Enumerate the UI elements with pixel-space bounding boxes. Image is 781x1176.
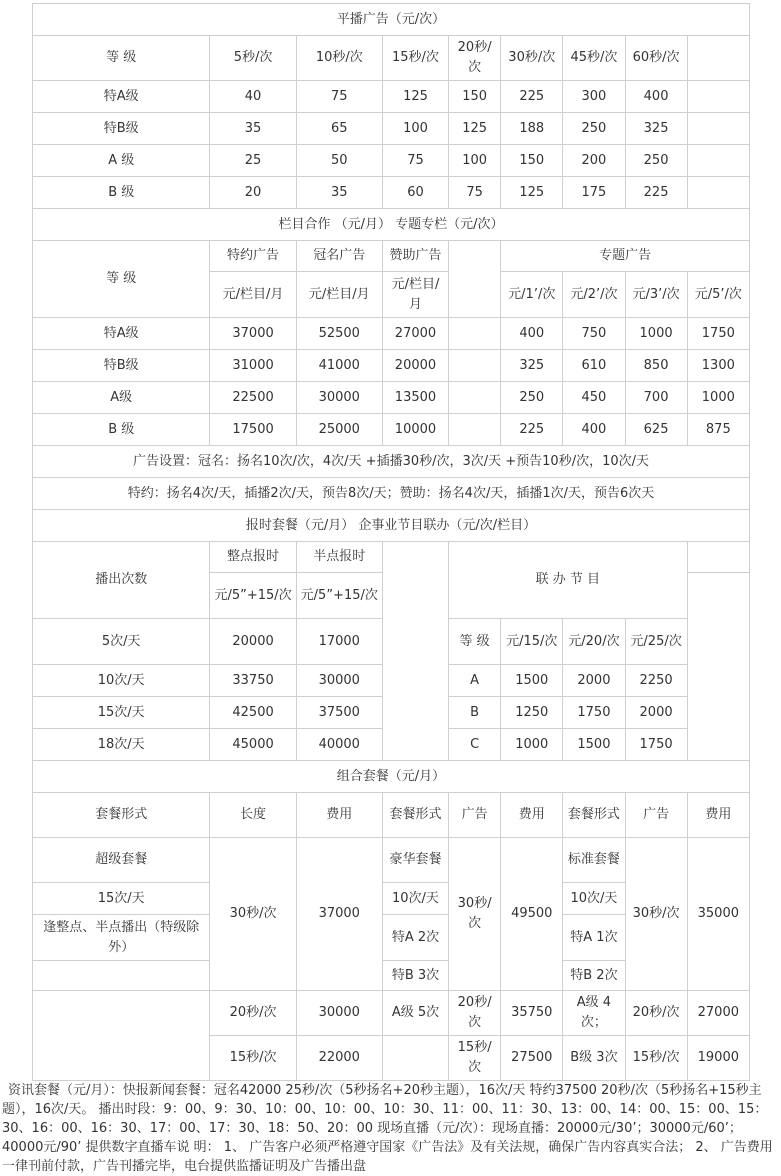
baoshi-title: 报时套餐（元/月） 企事业节目联办（元/次/栏目）: [33, 510, 750, 542]
super-desc: 逢整点、半点播出（特级除外）: [33, 915, 210, 961]
price-cell: 40000: [296, 729, 382, 761]
grade-header: 等 级: [33, 241, 210, 318]
price-cell: 100: [449, 145, 501, 177]
price-cell: 400: [501, 318, 563, 350]
unit-cell: 元/5’/次: [687, 272, 749, 318]
price-cell: 45000: [210, 729, 296, 761]
super-length: 30秒/次: [210, 838, 296, 991]
header-5s: 5秒/次: [210, 36, 296, 81]
price-cell: 30000: [296, 382, 382, 414]
price-cell: 300: [563, 81, 625, 113]
price-cell: 20000: [210, 619, 296, 665]
unit-cell: 元/栏目/月: [382, 272, 448, 318]
header-zhengdian: 整点报时: [210, 542, 296, 573]
unit-cell: 元/20/次: [563, 619, 625, 665]
grade-cell: 特B级: [33, 113, 210, 145]
empty-cell: [449, 382, 501, 414]
empty-cell: [449, 318, 501, 350]
price-cell: 17000: [296, 619, 382, 665]
empty-cell: [382, 1036, 448, 1081]
grade-cell: A: [449, 665, 501, 697]
table-row: [33, 113, 750, 145]
standard-item: 特B 2次: [563, 961, 625, 991]
price-cell: 325: [501, 350, 563, 382]
price-cell: 1750: [563, 697, 625, 729]
unit-cell: 元/5”+15/次: [296, 573, 382, 619]
price-cell: 200: [563, 145, 625, 177]
price-cell: 125: [382, 81, 448, 113]
header-zanzhu: 赞助广告: [382, 241, 448, 272]
header-guanming: 冠名广告: [296, 241, 382, 272]
pingbo-title: 平播广告（元/次）: [33, 4, 750, 36]
price-cell: 250: [563, 113, 625, 145]
unit-cell: 元/栏目/月: [296, 272, 382, 318]
empty-cell: [687, 81, 749, 113]
price-cell: 52500: [296, 318, 382, 350]
empty-cell: [449, 241, 501, 318]
price-cell: 188: [501, 113, 563, 145]
fee-cell: 35750: [501, 991, 563, 1036]
grade-cell: B: [449, 697, 501, 729]
price-cell: 1750: [687, 318, 749, 350]
table-row: [33, 414, 750, 446]
lianban-grade-header: 等 级: [449, 619, 501, 665]
price-cell: 850: [625, 350, 687, 382]
header-fee: 费用: [501, 793, 563, 838]
price-cell: 100: [382, 113, 448, 145]
grade-cell: B 级: [33, 414, 210, 446]
price-cell: 35: [210, 113, 296, 145]
price-cell: 27000: [382, 318, 448, 350]
table-row: [33, 145, 750, 177]
price-cell: 13500: [382, 382, 448, 414]
price-cell: 75: [382, 145, 448, 177]
header-ad: 广告: [449, 793, 501, 838]
price-cell: 35: [296, 177, 382, 209]
price-cell: 17500: [210, 414, 296, 446]
price-cell: 125: [501, 177, 563, 209]
price-cell: 65: [296, 113, 382, 145]
price-cell: 1000: [625, 318, 687, 350]
header-package: 套餐形式: [33, 793, 210, 838]
fee-cell: 30000: [296, 991, 382, 1036]
header-60s: 60秒/次: [625, 36, 687, 81]
empty-cell: [687, 573, 749, 761]
price-cell: 1300: [687, 350, 749, 382]
header-ad: 广告: [625, 793, 687, 838]
fee-cell: 27000: [687, 991, 749, 1036]
table-row: [33, 177, 750, 209]
fee-cell: 27500: [501, 1036, 563, 1081]
luxury-item: 特B 3次: [382, 961, 448, 991]
price-cell: 700: [625, 382, 687, 414]
header-45s: 45秒/次: [563, 36, 625, 81]
empty-cell: [687, 36, 749, 81]
ad-cell: 15秒/次: [625, 1036, 687, 1081]
standard-package-name: 标准套餐: [563, 838, 625, 883]
price-cell: 125: [449, 113, 501, 145]
price-cell: 1000: [501, 729, 563, 761]
unit-cell: 元/2’/次: [563, 272, 625, 318]
length-cell: 20秒/次: [210, 991, 296, 1036]
price-cell: 25: [210, 145, 296, 177]
price-cell: 31000: [210, 350, 296, 382]
grade-cell: B 级: [33, 177, 210, 209]
price-cell: 75: [296, 81, 382, 113]
price-cell: 2000: [625, 697, 687, 729]
price-cell: 250: [501, 382, 563, 414]
price-cell: 150: [449, 81, 501, 113]
price-cell: 1500: [563, 729, 625, 761]
table-row: [33, 382, 750, 414]
header-package: 套餐形式: [382, 793, 448, 838]
grade-cell: A级: [33, 382, 210, 414]
fee-cell: 19000: [687, 1036, 749, 1081]
header-bandian: 半点报时: [296, 542, 382, 573]
luxury-fee: 49500: [501, 838, 563, 991]
fee-cell: 22000: [296, 1036, 382, 1081]
price-cell: 1500: [501, 665, 563, 697]
price-cell: 610: [563, 350, 625, 382]
ad-cell: 20秒/次: [625, 991, 687, 1036]
super-package-name: 超级套餐: [33, 838, 210, 883]
price-cell: 175: [563, 177, 625, 209]
ad-cell: 15秒/次: [449, 1036, 501, 1081]
unit-cell: 元/5”+15/次: [210, 573, 296, 619]
standard-ad: 30秒/次: [625, 838, 687, 991]
header-fee: 费用: [687, 793, 749, 838]
grade-cell: A 级: [33, 145, 210, 177]
standard-fee: 35000: [687, 838, 749, 991]
length-cell: 15秒/次: [210, 1036, 296, 1081]
count-cell: 18次/天: [33, 729, 210, 761]
table-row: [33, 81, 750, 113]
empty-cell: [33, 991, 210, 1081]
grade-cell: 特A级: [33, 81, 210, 113]
price-cell: 625: [625, 414, 687, 446]
price-cell: 25000: [296, 414, 382, 446]
unit-cell: 元/3’/次: [625, 272, 687, 318]
price-cell: 30000: [296, 665, 382, 697]
price-cell: 42500: [210, 697, 296, 729]
header-30s: 30秒/次: [501, 36, 563, 81]
price-cell: 40: [210, 81, 296, 113]
standard-item: 特A 1次: [563, 915, 625, 961]
price-cell: 60: [382, 177, 448, 209]
empty-cell: [382, 542, 448, 761]
luxury-package-name: 豪华套餐: [382, 838, 448, 883]
luxury-ad: 30秒/次: [449, 838, 501, 991]
table-row: [33, 350, 750, 382]
price-cell: 37000: [210, 318, 296, 350]
price-cell: 75: [449, 177, 501, 209]
header-20s: 20秒/次: [449, 36, 501, 81]
empty-cell: [33, 961, 210, 991]
price-cell: 33750: [210, 665, 296, 697]
price-cell: 2250: [625, 665, 687, 697]
unit-cell: 元/1’/次: [501, 272, 563, 318]
price-cell: 325: [625, 113, 687, 145]
price-cell: 50: [296, 145, 382, 177]
luxury-item: 特A 2次: [382, 915, 448, 961]
price-cell: 875: [687, 414, 749, 446]
price-cell: 400: [625, 81, 687, 113]
grade-cell: C: [449, 729, 501, 761]
zuhe-title: 组合套餐（元/月）: [33, 761, 750, 793]
price-cell: 750: [563, 318, 625, 350]
package-cell: B级 3次: [563, 1036, 625, 1081]
price-cell: 10000: [382, 414, 448, 446]
empty-cell: [687, 145, 749, 177]
price-cell: 20000: [382, 350, 448, 382]
unit-cell: 元/25/次: [625, 619, 687, 665]
super-freq: 15次/天: [33, 883, 210, 915]
count-cell: 15次/天: [33, 697, 210, 729]
header-teyue: 特约广告: [210, 241, 296, 272]
empty-cell: [687, 177, 749, 209]
price-cell: 22500: [210, 382, 296, 414]
special-header: 专题广告: [501, 241, 750, 272]
count-header: 播出次数: [33, 542, 210, 619]
footer-notes: 资讯套餐（元/月）：快报新闻套餐：冠名42000 25秒/次（5秒扬名+20秒主题），16次/天 特约37500 20秒/次（5秒扬名+15秒主题），16次/天。 播出时段：9：00、9：30、10：00、10：00、10：30、11：00、11：30、13：00、14：00、15：00、15：30、16：00、16：30、17：00、17：30、18：50、20：00 现场直播（元/次）：现场直播：20000元/30’；30000元/60’；40000元/90’ 提供数字直播车说 明： 1、 广告客户必须严格遵守国家《广告法》及有关法规，确保广告内容真实合法； 2、 广告费用一律刊前付款，广告刊播完毕，电台提供监播证明及广告播出盘: [2, 1083, 773, 1174]
empty-cell: [687, 113, 749, 145]
rate-card-table: [32, 3, 750, 1081]
price-cell: 2000: [563, 665, 625, 697]
count-cell: 10次/天: [33, 665, 210, 697]
price-cell: 250: [625, 145, 687, 177]
price-cell: 41000: [296, 350, 382, 382]
price-cell: 225: [625, 177, 687, 209]
header-fee: 费用: [296, 793, 382, 838]
price-cell: 20: [210, 177, 296, 209]
header-length: 长度: [210, 793, 296, 838]
table-row: [33, 838, 750, 883]
price-cell: 1250: [501, 697, 563, 729]
price-cell: 1750: [625, 729, 687, 761]
empty-cell: [687, 542, 749, 573]
grade-cell: 特B级: [33, 350, 210, 382]
count-cell: 5次/天: [33, 619, 210, 665]
luxury-item: 10次/天: [382, 883, 448, 915]
super-fee: 37000: [296, 838, 382, 991]
price-cell: 400: [563, 414, 625, 446]
header-15s: 15秒/次: [382, 36, 448, 81]
lanmu-note-2: 特约：扬名4次/天，插播2次/天，预告8次/天；赞助：扬名4次/天，插播1次/天，预告6次天: [33, 478, 750, 510]
package-cell: A级 4次；: [563, 991, 625, 1036]
price-cell: 37500: [296, 697, 382, 729]
lanmu-title: 栏目合作 （元/月） 专题专栏（元/次）: [33, 209, 750, 241]
header-package: 套餐形式: [563, 793, 625, 838]
price-cell: 225: [501, 81, 563, 113]
standard-item: 10次/天: [563, 883, 625, 915]
ad-cell: 20秒/次: [449, 991, 501, 1036]
empty-cell: [449, 414, 501, 446]
lanmu-note-1: 广告设置：冠名：扬名10次/次，4次/天 +插播30秒/次，3次/天 +预告10秒/次，10次/天: [33, 446, 750, 478]
empty-cell: [449, 350, 501, 382]
grade-header: 等 级: [33, 36, 210, 81]
price-cell: 225: [501, 414, 563, 446]
unit-cell: 元/15/次: [501, 619, 563, 665]
price-cell: 1000: [687, 382, 749, 414]
table-row: [33, 991, 750, 1036]
header-10s: 10秒/次: [296, 36, 382, 81]
price-cell: 450: [563, 382, 625, 414]
unit-cell: 元/栏目/月: [210, 272, 296, 318]
grade-cell: 特A级: [33, 318, 210, 350]
price-cell: 150: [501, 145, 563, 177]
package-cell: A级 5次: [382, 991, 448, 1036]
table-row: [33, 318, 750, 350]
lianban-title: 联 办 节 目: [449, 542, 688, 619]
